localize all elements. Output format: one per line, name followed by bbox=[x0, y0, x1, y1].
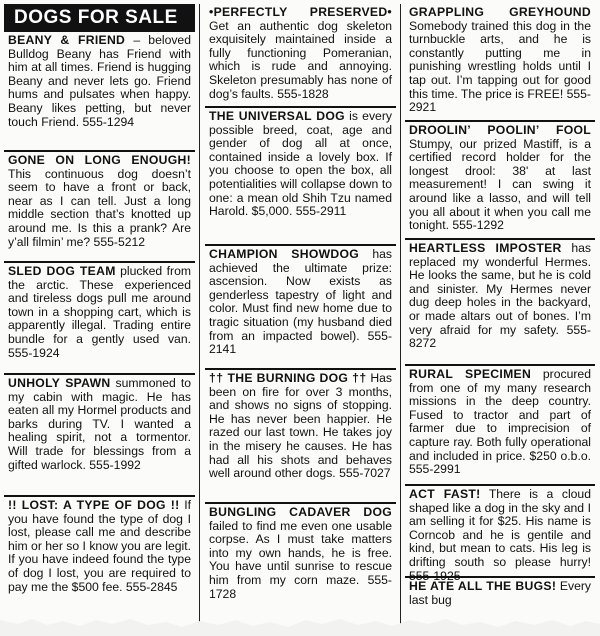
ad-listing bbox=[4, 497, 195, 623]
ad-title: BEANY & FRIEND bbox=[8, 33, 126, 47]
ad-title: •PERFECTLY PRESERVED• bbox=[209, 5, 392, 19]
ad-listing bbox=[4, 32, 195, 152]
ad-text: has replaced my wonderful Hermes. He looks the same, but he is cold and sinister. My Hermes never dug deep holes in the backyard, or made altars out of bones. I’m very afraid for my safety. 555-8272 bbox=[409, 241, 591, 351]
ad-listing bbox=[4, 375, 195, 497]
ad-title: RURAL SPECIMEN bbox=[409, 367, 532, 381]
ad-title: SLED DOG TEAM bbox=[8, 264, 116, 278]
ad-text: – beloved Bulldog Beany has Friend with him at all times. Friend is hugging Beany and never lets go. Friend hums and pulsates when happy. Beany likes petting, but never touch Friend. 555-1294 bbox=[8, 33, 191, 129]
ad-text: Has been on fire for over 3 months, and shows no signs of stopping. He has never been happier. He razed our last town. He takes joy in the misery he causes. He has had all his shots and behaves well around other dogs. 555-7027 bbox=[209, 371, 392, 481]
ad-text: Every last bug bbox=[409, 579, 592, 607]
column-divider bbox=[199, 4, 200, 636]
ad-text: Somebody trained this dog in the turnbuckle arts, and he is constantly putting me in punishing wrestling holds until I tap out. I’m tapping out for good this time. The price is FREE! 555-2921 bbox=[409, 18, 591, 115]
ad-listing bbox=[4, 152, 195, 263]
ad-text: summoned to my cabin with magic. He has eaten all my Hormel products and barks during TV. I wanted a healing spirit, not a tormentor. Will trade for blessings from a gifted warlock. 555-1992 bbox=[8, 376, 191, 472]
column-divider bbox=[400, 4, 401, 636]
ad-title: DROOLIN’ POOLIN’ FOOL bbox=[409, 123, 591, 137]
column-2 bbox=[205, 4, 396, 620]
ad-text: procured from one of my many research missions in the deep country. Fused to tractor and part of farmer due to imprecision of capture ray. Both fully operational and included in price. $250 o.b.o. 555-2991 bbox=[409, 367, 591, 477]
ad-title: HEARTLESS IMPOSTER bbox=[409, 241, 562, 255]
ad-text: This continuous dog doesn’t seem to have a front or back, near as I can tell. Just a long middle section that’s knotted up around me. Is this a prank? Are y’all filmin’ me? 555-5212 bbox=[8, 166, 191, 249]
ad-text: plucked from the arctic. These experienced and tireless dogs pull me around town in a shopping cart, which is apparently illegal. Trading entire bundle for a gently used van. 555-1924 bbox=[8, 264, 191, 360]
ad-listing bbox=[205, 504, 396, 620]
ad-title: !! LOST: A TYPE OF DOG !! bbox=[8, 498, 180, 512]
ad-text: failed to find me even one usable corpse. As I must take matters into my own hands, he is free. You have until sunrise to rescue him from my corn maze. 555-1728 bbox=[209, 518, 392, 601]
ad-text: There is a cloud shaped like a dog in the sky and I am selling it for $25. His name is Corncob and he is gentile and kind, but mean to cats. His leg is drifting south so please hurry! 555-1925 bbox=[409, 487, 591, 583]
ad-title: †† THE BURNING DOG †† bbox=[209, 371, 367, 385]
ad-title: GRAPPLING GREYHOUND bbox=[409, 5, 591, 19]
ad-text: If you have found the type of dog I lost, please call me and describe him or her so I know you are legit. If you have indeed found the type of dog I lost, you are required to pay me the $500 fee. 555-2845 bbox=[8, 498, 191, 594]
ad-title: BUNGLING CADAVER DOG bbox=[209, 505, 392, 519]
ad-listing bbox=[405, 366, 595, 486]
ad-title: ACT FAST! bbox=[409, 487, 481, 501]
ad-title: HE ATE ALL THE BUGS! bbox=[409, 579, 557, 593]
ad-text: Stumpy, our prized Mastiff, is a certified record holder for the longest drool: 38' at last measurement! I can swing it around like a lasso, and will tell you all about it when you call me tonight. 555-1292 bbox=[409, 136, 591, 233]
column-3 bbox=[405, 4, 595, 624]
ad-title: GONE ON LONG ENOUGH! bbox=[8, 153, 191, 167]
column-1 bbox=[4, 4, 195, 623]
ad-text: has achieved the ultimate prize: ascension. Now exists as genderless tapestry of light and color. Must find new home due to tragic situation (my husband died from an impacted bowel). 555-2141 bbox=[209, 247, 392, 357]
ad-listing bbox=[405, 486, 595, 583]
ad-title: CHAMPION SHOWDOG bbox=[209, 247, 360, 261]
ad-title: THE UNIVERSAL DOG bbox=[209, 109, 345, 123]
ad-listing bbox=[405, 240, 595, 366]
ad-listing bbox=[4, 263, 195, 375]
ad-listing bbox=[405, 122, 595, 240]
ad-text: is every possible breed, coat, age and gender of dog all at once, contained inside a lovely box. If you choose to open the box, all potentialities will collapse down to one: a mean old Shih Tzu named Harold. $5,000. 555-2911 bbox=[209, 109, 392, 219]
torn-paper-edge bbox=[0, 610, 600, 636]
ad-title: UNHOLY SPAWN bbox=[8, 376, 111, 390]
ad-listing bbox=[405, 4, 595, 122]
ad-text: Get an authentic dog skeleton exquisitely maintained inside a fully functioning Pomeranian, which is rude and annoying. Skeleton presumably has none of dog’s faults. 555-1828 bbox=[209, 18, 392, 101]
ad-listing bbox=[205, 370, 396, 504]
ad-listing bbox=[205, 4, 396, 108]
ad-listing bbox=[205, 246, 396, 370]
section-header: DOGS FOR SALE bbox=[4, 4, 195, 32]
ad-listing bbox=[205, 108, 396, 246]
